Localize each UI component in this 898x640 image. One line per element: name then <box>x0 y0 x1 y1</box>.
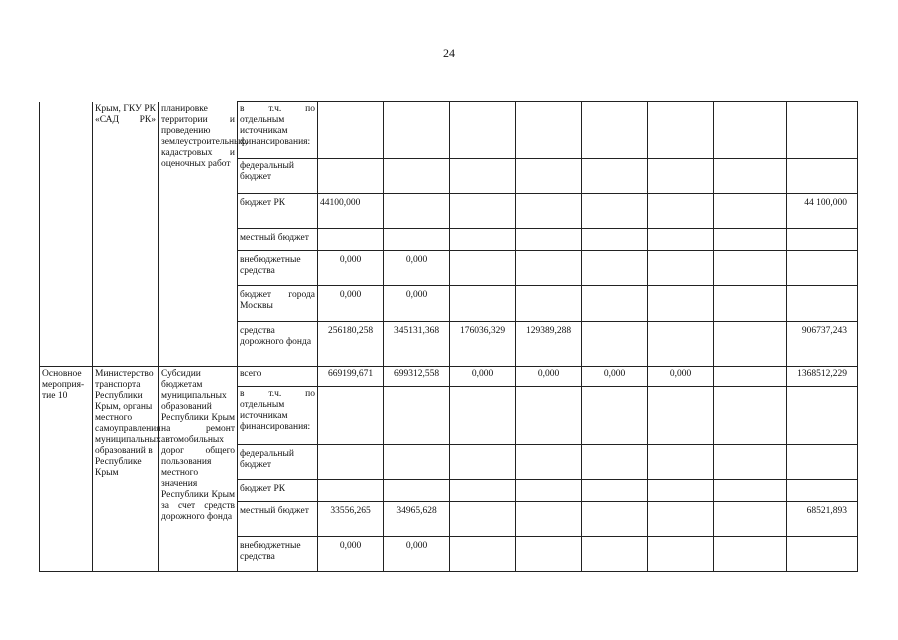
value-cell <box>450 480 516 502</box>
value-cell <box>714 194 787 229</box>
total-cell <box>787 251 858 286</box>
total-cell: 906737,243 <box>787 322 858 367</box>
value-cell: 0,000 <box>516 367 582 387</box>
value-cell: 129389,288 <box>516 322 582 367</box>
total-cell <box>787 445 858 480</box>
total-cell <box>787 387 858 445</box>
value-cell <box>582 102 648 159</box>
value-cell: 669199,671 <box>318 367 384 387</box>
page-number: 24 <box>443 46 455 60</box>
value-cell: 0,000 <box>582 367 648 387</box>
source-label: внебюджетные средства <box>238 251 318 286</box>
value-cell <box>318 480 384 502</box>
value-cell <box>450 537 516 572</box>
value-cell <box>582 480 648 502</box>
value-cell: 44100,000 <box>318 194 384 229</box>
value-cell <box>516 537 582 572</box>
executor-cell: Крым, ГКУ РК «САД РК» <box>93 102 159 367</box>
value-cell <box>450 286 516 322</box>
value-cell <box>582 251 648 286</box>
value-cell: 256180,258 <box>318 322 384 367</box>
value-cell <box>714 445 787 480</box>
source-label: бюджет города Москвы <box>238 286 318 322</box>
total-cell <box>787 159 858 194</box>
value-cell <box>648 480 714 502</box>
value-cell <box>714 229 787 251</box>
table-row <box>40 102 858 159</box>
value-cell <box>450 102 516 159</box>
value-cell <box>318 445 384 480</box>
value-cell <box>450 445 516 480</box>
value-cell <box>384 159 450 194</box>
budget-table <box>39 101 858 572</box>
value-cell <box>714 322 787 367</box>
value-cell <box>648 502 714 537</box>
value-cell <box>582 194 648 229</box>
total-cell <box>787 537 858 572</box>
value-cell <box>648 229 714 251</box>
total-cell <box>787 480 858 502</box>
description-cell: Субсидии бюджетам муниципальных образований Республики Крым на ремонт автомобильных дорог общего пользования местного значения Республики Крым за счет средств дорожного фонда <box>159 367 238 572</box>
value-cell <box>648 286 714 322</box>
value-cell <box>582 229 648 251</box>
source-label: местный бюджет <box>238 502 318 537</box>
value-cell: 699312,558 <box>384 367 450 387</box>
value-cell <box>714 387 787 445</box>
value-cell <box>450 251 516 286</box>
total-cell: 44 100,000 <box>787 194 858 229</box>
source-label: федеральный бюджет <box>238 159 318 194</box>
value-cell <box>714 286 787 322</box>
value-cell <box>648 445 714 480</box>
value-cell <box>516 445 582 480</box>
value-cell <box>582 537 648 572</box>
event-cell <box>40 102 93 367</box>
value-cell <box>516 229 582 251</box>
value-cell <box>648 387 714 445</box>
value-cell: 0,000 <box>318 286 384 322</box>
value-cell <box>384 387 450 445</box>
value-cell <box>318 229 384 251</box>
value-cell: 0,000 <box>648 367 714 387</box>
value-cell <box>714 480 787 502</box>
total-cell: 68521,893 <box>787 502 858 537</box>
value-cell <box>450 229 516 251</box>
source-label: средства дорожного фонда <box>238 322 318 367</box>
value-cell: 33556,265 <box>318 502 384 537</box>
source-label: в т.ч. по отдельным источникам финансирования: <box>238 387 318 445</box>
value-cell: 176036,329 <box>450 322 516 367</box>
value-cell <box>582 502 648 537</box>
value-cell <box>450 387 516 445</box>
value-cell <box>714 251 787 286</box>
value-cell <box>318 387 384 445</box>
value-cell <box>582 159 648 194</box>
total-cell <box>787 286 858 322</box>
value-cell <box>384 480 450 502</box>
table-row <box>40 367 858 387</box>
value-cell <box>516 387 582 445</box>
value-cell: 0,000 <box>318 251 384 286</box>
value-cell <box>516 159 582 194</box>
value-cell <box>318 159 384 194</box>
value-cell: 0,000 <box>384 286 450 322</box>
value-cell <box>714 159 787 194</box>
value-cell <box>516 194 582 229</box>
value-cell <box>582 387 648 445</box>
value-cell <box>516 102 582 159</box>
value-cell <box>648 322 714 367</box>
value-cell: 345131,368 <box>384 322 450 367</box>
value-cell <box>516 251 582 286</box>
source-label: федеральный бюджет <box>238 445 318 480</box>
value-cell <box>648 251 714 286</box>
value-cell <box>582 445 648 480</box>
value-cell <box>714 502 787 537</box>
source-label: местный бюджет <box>238 229 318 251</box>
value-cell <box>384 229 450 251</box>
value-cell <box>384 102 450 159</box>
value-cell <box>582 322 648 367</box>
value-cell <box>516 286 582 322</box>
value-cell <box>714 102 787 159</box>
value-cell <box>384 445 450 480</box>
source-label: бюджет РК <box>238 194 318 229</box>
value-cell <box>714 537 787 572</box>
value-cell: 0,000 <box>318 537 384 572</box>
value-cell <box>450 502 516 537</box>
value-cell <box>516 502 582 537</box>
value-cell: 0,000 <box>384 251 450 286</box>
total-cell <box>787 229 858 251</box>
value-cell <box>450 159 516 194</box>
value-cell <box>384 194 450 229</box>
source-label: всего <box>238 367 318 387</box>
description-cell: планировке территории и проведению землеустроительных, кадастровых и оценочных работ <box>159 102 238 367</box>
value-cell: 34965,628 <box>384 502 450 537</box>
executor-cell: Министерство транспорта Республики Крым, органы местного самоуправления муниципальных образований в Республике Крым <box>93 367 159 572</box>
value-cell <box>648 537 714 572</box>
value-cell <box>714 367 787 387</box>
value-cell <box>648 194 714 229</box>
source-label: в т.ч. по отдельным источникам финансирования: <box>238 102 318 159</box>
source-label: внебюджетные средства <box>238 537 318 572</box>
value-cell <box>318 102 384 159</box>
source-label: бюджет РК <box>238 480 318 502</box>
value-cell <box>450 194 516 229</box>
total-cell <box>787 102 858 159</box>
value-cell: 0,000 <box>384 537 450 572</box>
event-cell: Основное мероприя-тие 10 <box>40 367 93 572</box>
value-cell: 0,000 <box>450 367 516 387</box>
total-cell: 1368512,229 <box>787 367 858 387</box>
value-cell <box>648 102 714 159</box>
value-cell <box>516 480 582 502</box>
value-cell <box>582 286 648 322</box>
value-cell <box>648 159 714 194</box>
